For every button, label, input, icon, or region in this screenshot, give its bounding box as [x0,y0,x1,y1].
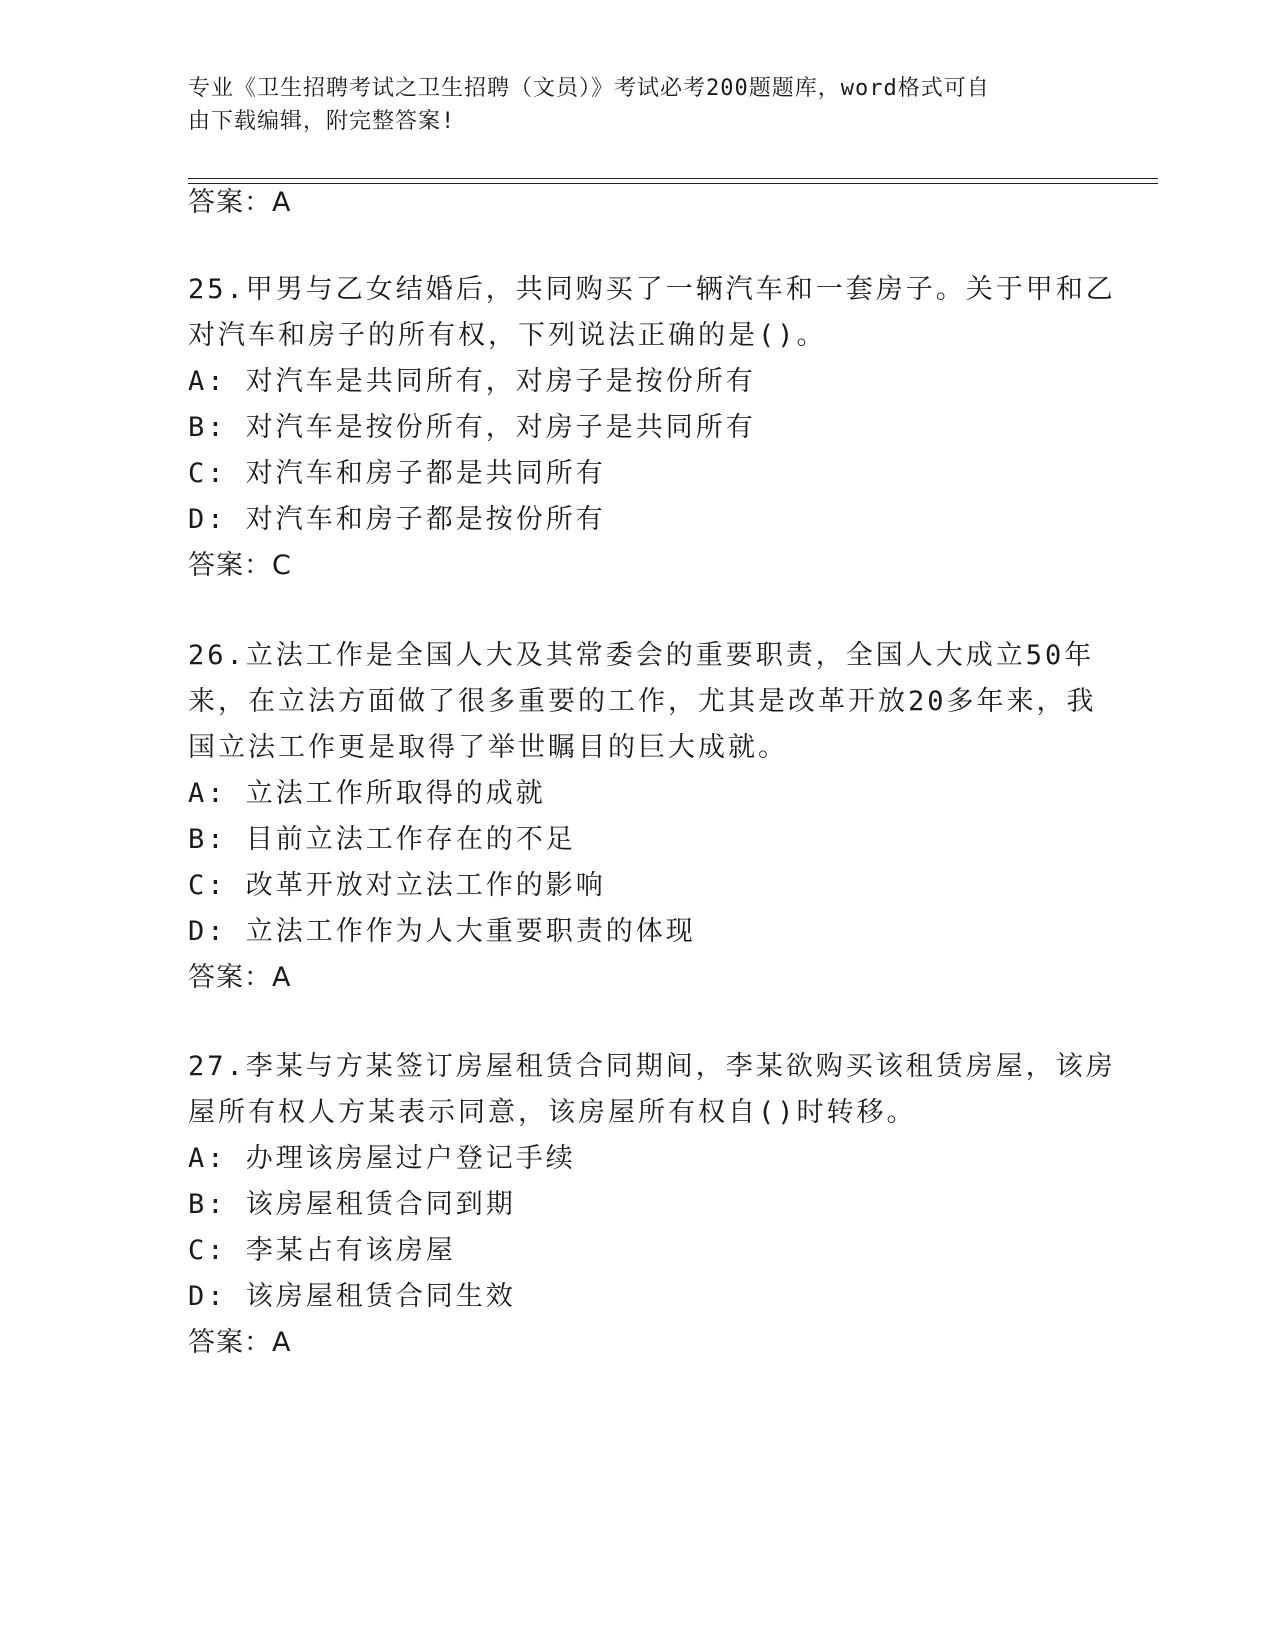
option-d: D: 该房屋租赁合同生效 [188,1281,516,1312]
option-a: A: 对汽车是共同所有，对房子是按份所有 [188,366,756,397]
question-stem: 26.立法工作是全国人大及其常委会的重要职责，全国人大成立50年 [188,640,1095,671]
answer-label: 答案：A [188,962,292,993]
option-b: B: 目前立法工作存在的不足 [188,824,576,855]
question-26 [188,633,1097,1001]
option-c: C: 李某占有该房屋 [188,1235,456,1266]
question-stem: 来，在立法方面做了很多重要的工作，尤其是改革开放20多年来，我 [188,686,1097,717]
option-a: A: 办理该房屋过户登记手续 [188,1143,576,1174]
question-stem: 国立法工作更是取得了举世瞩目的巨大成就。 [188,732,788,763]
option-d: D: 对汽车和房子都是按份所有 [188,504,606,535]
option-c: C: 对汽车和房子都是共同所有 [188,458,606,489]
question-stem: 25.甲男与乙女结婚后，共同购买了一辆汽车和一套房子。关于甲和乙 [188,274,1116,305]
answer-label: 答案：C [188,550,292,581]
option-d: D: 立法工作作为人大重要职责的体现 [188,916,696,947]
option-a: A: 立法工作所取得的成就 [188,778,546,809]
question-stem: 27.李某与方某签订房屋租赁合同期间，李某欲购买该租赁房屋，该房 [188,1051,1116,1082]
previous-answer-block [188,180,1088,226]
option-b: B: 该房屋租赁合同到期 [188,1189,516,1220]
header-line-1: 专业《卫生招聘考试之卫生招聘（文员）》考试必考200题题库，word格式可自 [188,76,990,101]
question-25 [188,267,1116,589]
answer-label: 答案：A [188,187,292,218]
question-27 [188,1044,1116,1366]
page-header [188,72,1068,138]
answer-label: 答案：A [188,1327,292,1358]
option-c: C: 改革开放对立法工作的影响 [188,870,606,901]
option-b: B: 对汽车是按份所有，对房子是共同所有 [188,412,756,443]
header-line-2: 由下载编辑，附完整答案! [188,109,456,134]
question-stem: 屋所有权人方某表示同意，该房屋所有权自()时转移。 [188,1097,917,1128]
question-stem: 对汽车和房子的所有权，下列说法正确的是()。 [188,320,827,351]
